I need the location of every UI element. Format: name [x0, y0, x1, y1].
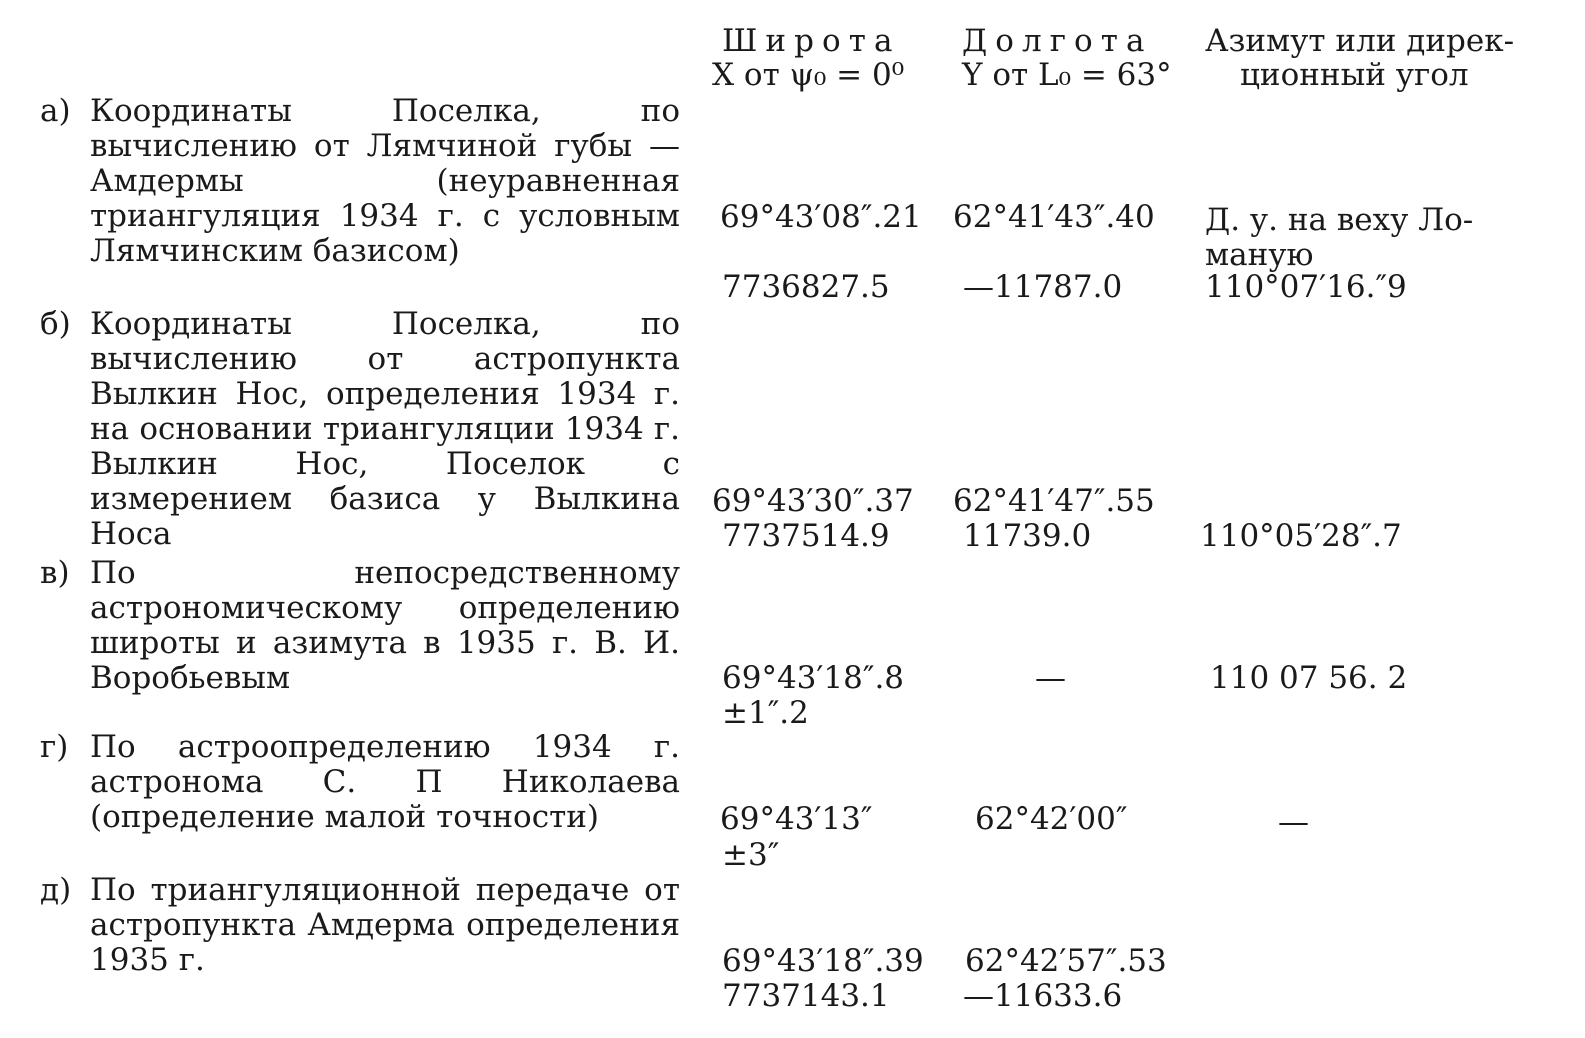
- latitude-error-value: ±3″: [722, 837, 780, 873]
- azimuth-value: Д. у. на веху Ло-: [1205, 202, 1474, 238]
- header-azimuth: Азимут или дирек-: [1205, 23, 1515, 59]
- latitude-error-value: ±1″.2: [722, 695, 809, 731]
- x-coordinate-value: 7736827.5: [722, 269, 890, 305]
- longitude-value: —: [1035, 660, 1066, 696]
- item-text: По триангуляционной передаче от астропункта Амдерма определения 1935 г.: [90, 872, 680, 978]
- header-longitude-sub: Y от L₀ = 63°: [962, 57, 1172, 93]
- header-longitude: Долгота: [962, 23, 1153, 59]
- item-text: По непосредственному астрономическому определению широты и азимута в 1935 г. В. И. Воробьевым: [90, 555, 680, 696]
- latitude-value: 69°43′30″.37: [712, 483, 914, 519]
- longitude-value: 62°41′43″.40: [953, 199, 1155, 235]
- azimuth-value-cont: маную: [1205, 237, 1314, 273]
- item-label: в): [40, 555, 70, 591]
- latitude-value: 69°43′13″: [720, 801, 873, 837]
- x-coordinate-value: 7737514.9: [722, 518, 890, 554]
- azimuth-value: —: [1278, 804, 1309, 840]
- header-latitude-sub: X от ψ₀ = 0⁰: [712, 57, 905, 93]
- latitude-value: 69°43′18″.8: [722, 660, 905, 696]
- item-text: Координаты Поселка, по вычислению от астропункта Вылкин Нос, определения 1934 г. на основании триангуляции 1934 г. Вылкин Нос, Поселок с измерением базиса у Вылкина Носа: [90, 306, 680, 552]
- y-coordinate-value: —11787.0: [963, 269, 1123, 305]
- item-label: г): [40, 729, 69, 765]
- item-label: д): [40, 872, 72, 908]
- item-a: [40, 94, 680, 269]
- item-e: [40, 873, 680, 978]
- item-label: б): [40, 306, 71, 342]
- item-text: Координаты Поселка, по вычислению от Лямчиной губы — Амдермы (неуравненная триангуляция 1934 г. с условным Лямчинским базисом): [90, 93, 680, 269]
- item-label: а): [40, 93, 71, 129]
- latitude-value: 69°43′18″.39: [722, 943, 924, 979]
- directional-angle-value: 110°07′16.″9: [1205, 269, 1407, 305]
- x-coordinate-value: 7737143.1: [722, 978, 890, 1014]
- latitude-value: 69°43′08″.21: [720, 199, 922, 235]
- item-c: [40, 556, 680, 696]
- y-coordinate-value: —11633.6: [963, 978, 1123, 1014]
- item-d: [40, 730, 680, 835]
- item-text: По астроопределению 1934 г. астронома С. П Николаева (определение малой точности): [90, 729, 680, 835]
- item-b: [40, 307, 680, 552]
- header-latitude: Широта: [722, 23, 901, 59]
- header-azimuth-sub: ционный угол: [1240, 57, 1469, 93]
- y-coordinate-value: 11739.0: [963, 518, 1092, 554]
- azimuth-value: 110 07 56. 2: [1210, 660, 1408, 696]
- directional-angle-value: 110°05′28″.7: [1200, 518, 1402, 554]
- longitude-value: 62°42′57″.53: [965, 943, 1167, 979]
- longitude-value: 62°42′00″: [975, 801, 1128, 837]
- longitude-value: 62°41′47″.55: [953, 483, 1155, 519]
